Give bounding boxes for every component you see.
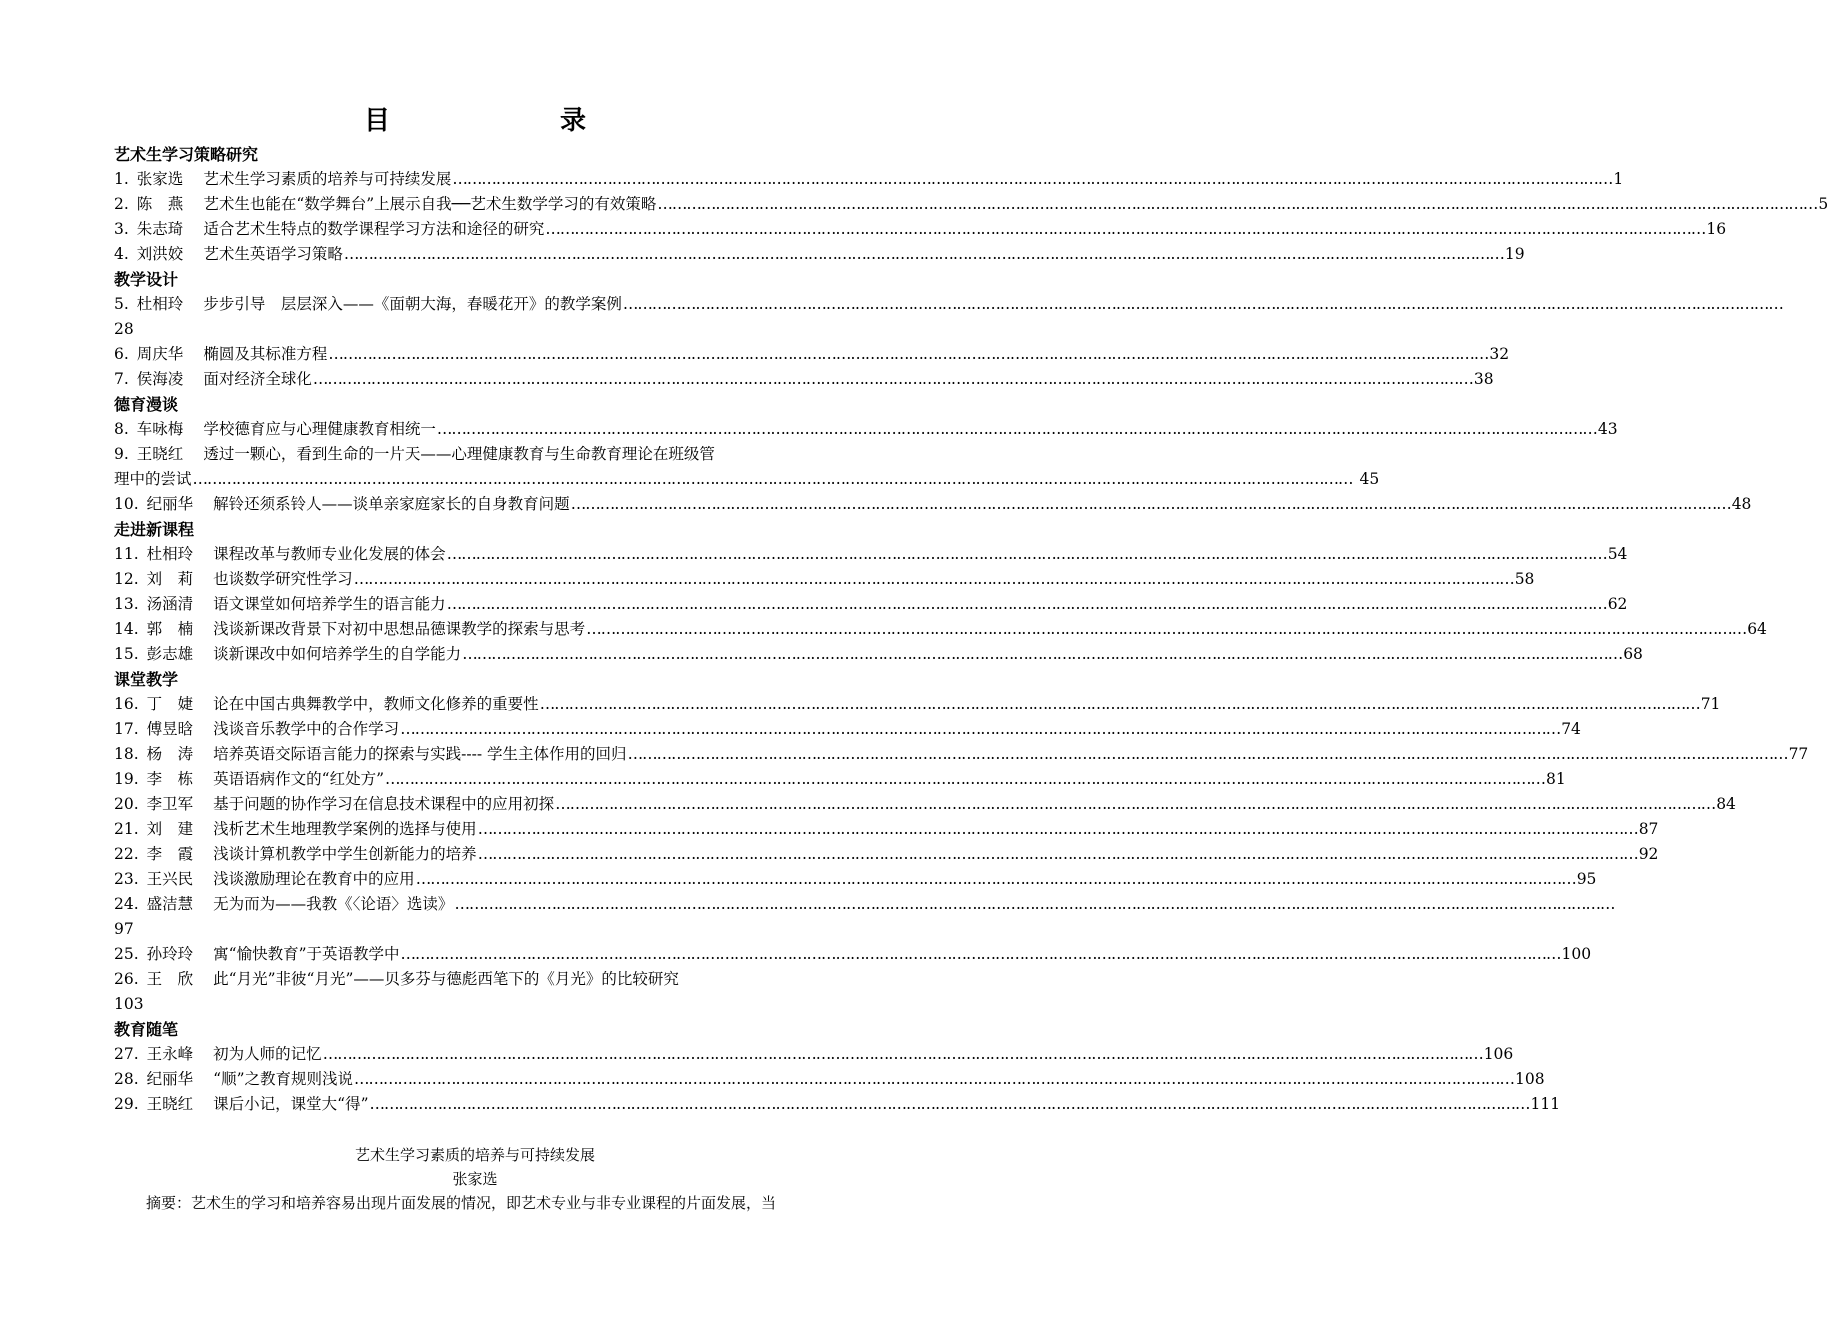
leader-dots: ……………………………………………………………………………………………………………………………………………………………………………………………………………………: [312, 370, 1473, 388]
toc-entry[interactable]: [114, 442, 1380, 492]
entry-title: 寓“愉快教育”于英语教学中: [213, 945, 400, 963]
entry-author: 侯海凌: [136, 370, 184, 388]
entry-title: 谈新课改中如何培养学生的自学能力: [213, 645, 462, 663]
entry-number: 9.: [114, 445, 129, 463]
leader-dots: ……………………………………………………………………………………………………………………………………………………………………………………………………………………: [539, 695, 1700, 713]
leader-dots: ……………………………………………………………………………………………………………………………………………………………………………………………………………………: [328, 345, 1489, 363]
toc-entry[interactable]: [114, 342, 1510, 367]
leader-dots: ……………………………………………………………………………………………………………………………………………………………………………………………………………………: [322, 1045, 1483, 1063]
entry-page: 108: [1515, 1070, 1545, 1088]
entry-title: “顺”之教育规则浅说: [213, 1070, 354, 1088]
entry-author: 王兴民: [146, 870, 194, 888]
entry-title: 基于问题的协作学习在信息技术课程中的应用初探: [213, 795, 555, 813]
entry-number: 24.: [114, 895, 139, 913]
toc-entry[interactable]: [114, 842, 1659, 867]
entry-number: 23.: [114, 870, 139, 888]
entry-page: 87: [1638, 820, 1659, 838]
leader-dots: ……………………………………………………………………………………………………………………………………………………………………………………………………………………: [657, 195, 1818, 213]
toc-entry[interactable]: [114, 592, 1628, 617]
toc-entry[interactable]: [114, 542, 1628, 567]
toc-entry[interactable]: [114, 817, 1659, 842]
article-title: 艺术生学习素质的培养与可持续发展: [354, 1146, 595, 1164]
entry-number: 28.: [114, 1070, 139, 1088]
toc-entry[interactable]: [114, 242, 1525, 267]
entry-title: 艺术生也能在“数学舞台”上展示自我──艺术生数学学习的有效策略: [203, 195, 657, 213]
toc-entry[interactable]: [114, 192, 1828, 217]
entry-title: 面对经济全球化: [203, 370, 312, 388]
entry-title: 英语语病作文的“红处方”: [213, 770, 385, 788]
entry-title: 语文课堂如何培养学生的语言能力: [213, 595, 446, 613]
entry-author: 李卫军: [146, 795, 194, 813]
entry-page: 103: [114, 995, 144, 1013]
entry-author: 李 栋: [146, 770, 194, 788]
entry-author: 傅昱晗: [146, 720, 194, 738]
entry-title-continued: 理中的尝试: [114, 470, 192, 488]
leader-dots: ……………………………………………………………………………………………………………………………………………………………………………………………………………………: [477, 845, 1638, 863]
entry-title: 学校德育应与心理健康教育相统一: [203, 420, 436, 438]
entry-number: 4.: [114, 245, 129, 263]
leader-dots: ……………………………………………………………………………………………………………………………………………………………………………………………………………………: [477, 820, 1638, 838]
entry-title: 浅谈新课改背景下对初中思想品德课教学的探索与思考: [213, 620, 586, 638]
entry-number: 16.: [114, 695, 139, 713]
entry-title: 艺术生学习素质的培养与可持续发展: [203, 170, 452, 188]
entry-page: 43: [1597, 420, 1618, 438]
leader-dots: ……………………………………………………………………………………………………………………………………………………………………………………………………………………: [545, 220, 1706, 238]
leader-dots: ……………………………………………………………………………………………………………………………………………………………………………………………………………………: [454, 895, 1615, 913]
entry-author: 王 欣: [146, 970, 194, 988]
entry-page: 64: [1747, 620, 1767, 638]
entry-page: 95: [1576, 870, 1597, 888]
entry-number: 26.: [114, 970, 139, 988]
entry-title: 椭圆及其标准方程: [203, 345, 328, 363]
entry-title: 课程改革与教师专业化发展的体会: [213, 545, 446, 563]
entry-page: 19: [1504, 245, 1525, 263]
entry-title: 浅谈计算机教学中学生创新能力的培养: [213, 845, 477, 863]
entry-number: 18.: [114, 745, 139, 763]
leader-dots: ……………………………………………………………………………………………………………………………………………………………………………………………………………………: [446, 545, 1607, 563]
article-author: 张家选: [452, 1170, 498, 1188]
entry-title: 此“月光”非彼“月光”——贝多芬与德彪西笔下的《月光》的比较研究: [213, 970, 679, 988]
entry-title: 步步引导 层层深入——《面朝大海，春暖花开》的教学案例: [203, 295, 622, 313]
entry-author: 杜相玲: [146, 545, 194, 563]
entry-number: 27.: [114, 1045, 139, 1063]
entry-page: 58: [1514, 570, 1535, 588]
entry-title: 无为而为——我教《〈论语〉选读》: [213, 895, 454, 913]
entry-number: 10.: [114, 495, 139, 513]
toc-entry[interactable]: [114, 767, 1566, 792]
entry-page: 48: [1731, 495, 1752, 513]
leader-dots: ……………………………………………………………………………………………………………………………………………………………………………………………………………………: [436, 420, 1597, 438]
entry-number: 12.: [114, 570, 139, 588]
leader-dots: ……………………………………………………………………………………………………………………………………………………………………………………………………………………: [627, 745, 1788, 763]
entry-author: 纪丽华: [146, 1070, 194, 1088]
entry-page: 74: [1561, 720, 1581, 738]
entry-page: 1: [1613, 170, 1624, 188]
toc-entry[interactable]: [114, 292, 1783, 342]
entry-number: 5.: [114, 295, 129, 313]
entry-title: 浅谈音乐教学中的合作学习: [213, 720, 400, 738]
entry-author: 刘 莉: [146, 570, 194, 588]
toc-entry[interactable]: [114, 1042, 1514, 1067]
entry-author: 王晓红: [146, 1095, 194, 1113]
toc-entry[interactable]: [114, 567, 1535, 592]
entry-page: 32: [1489, 345, 1510, 363]
entry-page: 5: [1818, 195, 1828, 213]
toc-entry[interactable]: [114, 367, 1494, 392]
entry-number: 11.: [114, 545, 139, 563]
entry-author: 刘洪姣: [136, 245, 184, 263]
section-heading: 艺术生学习策略研究: [114, 145, 259, 164]
toc-entry[interactable]: [114, 892, 1615, 942]
toc-entry[interactable]: [114, 167, 1624, 192]
entry-number: 20.: [114, 795, 139, 813]
section-heading: 课堂教学: [114, 670, 179, 689]
entry-page: 62: [1607, 595, 1628, 613]
leader-dots: ……………………………………………………………………………………………………………………………………………………………………………………………………………………: [452, 170, 1613, 188]
entry-author: 丁 婕: [146, 695, 194, 713]
toc-entry[interactable]: [114, 617, 1767, 642]
leader-dots: ……………………………………………………………………………………………………………………………………………………………………………………………………………………: [353, 570, 1514, 588]
entry-author: 车咏梅: [136, 420, 184, 438]
entry-title: 论在中国古典舞教学中，教师文化修养的重要性: [213, 695, 539, 713]
leader-dots: ……………………………………………………………………………………………………………………………………………………………………………………………………………………: [385, 770, 1546, 788]
entry-title: 适合艺术生特点的数学课程学习方法和途径的研究: [203, 220, 545, 238]
entry-author: 杜相玲: [136, 295, 184, 313]
entry-title: 也谈数学研究性学习: [213, 570, 353, 588]
article-start: [0, 1143, 950, 1212]
entry-author: 陈 燕: [136, 195, 184, 213]
entry-author: 杨 涛: [146, 745, 194, 763]
leader-dots: ……………………………………………………………………………………………………………………………………………………………………………………………………………………: [192, 470, 1353, 488]
table-of-contents: [114, 142, 1828, 1117]
entry-author: 彭志雄: [146, 645, 194, 663]
entry-page: 97: [114, 920, 134, 938]
leader-dots: ……………………………………………………………………………………………………………………………………………………………………………………………………………………: [570, 495, 1731, 513]
entry-title: 培养英语交际语言能力的探索与实践---- 学生主体作用的回归: [213, 745, 627, 763]
entry-page: 92: [1638, 845, 1659, 863]
entry-title: 课后小记，课堂大“得”: [213, 1095, 369, 1113]
toc-entry[interactable]: [114, 1067, 1545, 1092]
leader-dots: ……………………………………………………………………………………………………………………………………………………………………………………………………………………: [555, 795, 1716, 813]
toc-entry[interactable]: [114, 867, 1597, 892]
leader-dots: ……………………………………………………………………………………………………………………………………………………………………………………………………………………: [415, 870, 1576, 888]
entry-number: 19.: [114, 770, 139, 788]
leader-dots: ……………………………………………………………………………………………………………………………………………………………………………………………………………………: [446, 595, 1607, 613]
section-heading: 教学设计: [114, 270, 179, 289]
entry-number: 21.: [114, 820, 139, 838]
toc-entry[interactable]: [114, 792, 1736, 817]
entry-page: 84: [1716, 795, 1736, 813]
entry-author: 张家选: [136, 170, 184, 188]
entry-number: 13.: [114, 595, 139, 613]
entry-author: 郭 楠: [146, 620, 194, 638]
entry-page: 106: [1483, 1045, 1514, 1063]
entry-page: 100: [1561, 945, 1592, 963]
leader-dots: ……………………………………………………………………………………………………………………………………………………………………………………………………………………: [622, 295, 1783, 313]
leader-dots: ……………………………………………………………………………………………………………………………………………………………………………………………………………………: [354, 1070, 1515, 1088]
section-heading: 走进新课程: [114, 520, 195, 539]
leader-dots: ……………………………………………………………………………………………………………………………………………………………………………………………………………………: [400, 720, 1561, 738]
entry-title: 透过一颗心，看到生命的一片天——心理健康教育与生命教育理论在班级管: [203, 445, 715, 463]
entry-author: 朱志琦: [136, 220, 184, 238]
entry-number: 7.: [114, 370, 129, 388]
entry-number: 15.: [114, 645, 139, 663]
leader-dots: ……………………………………………………………………………………………………………………………………………………………………………………………………………………: [400, 945, 1561, 963]
entry-author: 王晓红: [136, 445, 184, 463]
entry-number: 6.: [114, 345, 129, 363]
entry-page: 111: [1530, 1095, 1561, 1113]
toc-entry[interactable]: [114, 492, 1752, 517]
entry-number: 14.: [114, 620, 139, 638]
entry-page: 28: [114, 320, 134, 338]
toc-entry[interactable]: [114, 742, 1809, 767]
entry-page: 54: [1607, 545, 1628, 563]
entry-page: 77: [1788, 745, 1809, 763]
leader-dots: ……………………………………………………………………………………………………………………………………………………………………………………………………………………: [462, 645, 1623, 663]
toc-entry[interactable]: [114, 967, 862, 1017]
entry-author: 王永峰: [146, 1045, 194, 1063]
toc-entry[interactable]: [114, 642, 1643, 667]
entry-number: 1.: [114, 170, 129, 188]
entry-author: 周庆华: [136, 345, 184, 363]
entry-number: 3.: [114, 220, 129, 238]
entry-page: 68: [1623, 645, 1643, 663]
entry-number: 2.: [114, 195, 129, 213]
entry-title: 浅谈激励理论在教育中的应用: [213, 870, 415, 888]
article-abstract: 摘要：艺术生的学习和培养容易出现片面发展的情况，即艺术专业与非专业课程的片面发展，当: [146, 1194, 777, 1212]
toc-entry[interactable]: [114, 692, 1721, 717]
entry-author: 孙玲玲: [146, 945, 194, 963]
entry-number: 17.: [114, 720, 139, 738]
entry-number: 25.: [114, 945, 139, 963]
entry-page: 81: [1546, 770, 1566, 788]
entry-number: 8.: [114, 420, 129, 438]
section-heading: 德育漫谈: [114, 395, 179, 414]
toc-entry[interactable]: [114, 717, 1581, 742]
leader-dots: ……………………………………………………………………………………………………………………………………………………………………………………………………………………: [369, 1095, 1530, 1113]
entry-title: 解铃还须系铃人——谈单亲家庭家长的自身教育问题: [213, 495, 570, 513]
toc-entry[interactable]: [114, 942, 1592, 967]
entry-page: 45: [1359, 470, 1380, 488]
entry-title: 艺术生英语学习策略: [203, 245, 343, 263]
entry-page: 38: [1473, 370, 1494, 388]
entry-number: 29.: [114, 1095, 139, 1113]
entry-title: 初为人师的记忆: [213, 1045, 322, 1063]
toc-entry[interactable]: [114, 1092, 1561, 1117]
toc-entry[interactable]: [114, 417, 1618, 442]
entry-author: 汤涵清: [146, 595, 194, 613]
toc-title: 目 录: [363, 106, 658, 136]
entry-author: 李 霞: [146, 845, 194, 863]
leader-dots: ……………………………………………………………………………………………………………………………………………………………………………………………………………………: [586, 620, 1747, 638]
entry-page: 16: [1706, 220, 1727, 238]
entry-title: 浅析艺术生地理教学案例的选择与使用: [213, 820, 477, 838]
entry-author: 纪丽华: [146, 495, 194, 513]
section-heading: 教育随笔: [114, 1020, 179, 1039]
entry-page: 71: [1700, 695, 1721, 713]
entry-author: 盛洁慧: [146, 895, 194, 913]
entry-author: 刘 建: [146, 820, 194, 838]
leader-dots: ……………………………………………………………………………………………………………………………………………………………………………………………………………………: [343, 245, 1504, 263]
toc-entry[interactable]: [114, 217, 1727, 242]
entry-number: 22.: [114, 845, 139, 863]
